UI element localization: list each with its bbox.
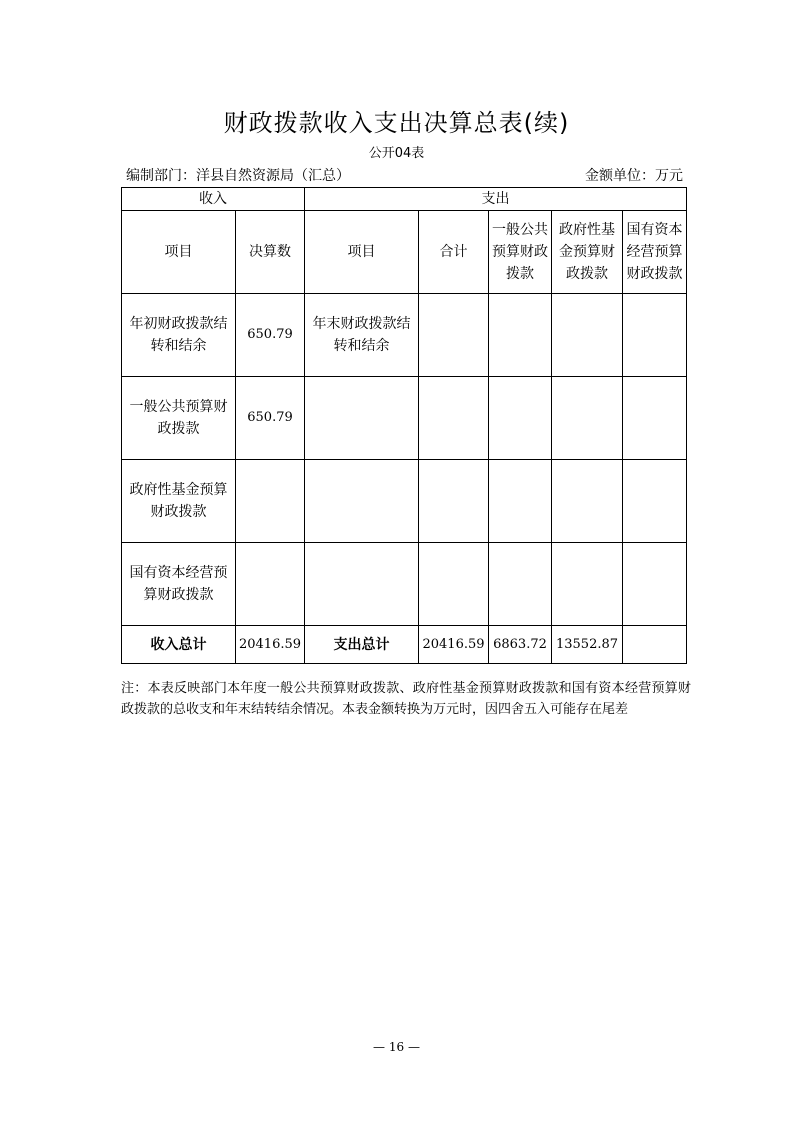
column-header-row: [122, 211, 687, 294]
table-row: [122, 543, 687, 626]
income-item-cell: 一般公共预算财政拨款: [122, 377, 236, 460]
income-value-cell: 650.79: [236, 377, 305, 460]
general-budget-cell: [489, 460, 552, 543]
total-cell: [419, 377, 489, 460]
state-capital-cell: [623, 377, 687, 460]
income-total-value: 20416.59: [236, 626, 305, 664]
table-row: [122, 377, 687, 460]
col-header-expense-item: 项目: [305, 211, 419, 294]
state-capital-cell: [623, 460, 687, 543]
income-total-label: 收入总计: [122, 626, 236, 664]
col-header-general-budget: 一般公共预算财政拨款: [489, 211, 552, 294]
income-value-cell: [236, 460, 305, 543]
footnote: 注：本表反映部门本年度一般公共预算财政拨款、政府性基金预算财政拨款和国有资本经营预算财政拨款的总收支和年末结转结余情况。本表金额转换为万元时，因四舍五入可能存在尾差: [121, 681, 691, 717]
budget-table: [121, 187, 687, 664]
table-row: [122, 294, 687, 377]
total-cell: [419, 460, 489, 543]
income-item-cell: 国有资本经营预算财政拨款: [122, 543, 236, 626]
form-code: 公开04表: [368, 146, 425, 161]
gov-fund-cell: [552, 543, 623, 626]
expense-item-cell: [305, 460, 419, 543]
group-income-header: 收入: [122, 188, 305, 211]
income-value-cell: 650.79: [236, 294, 305, 377]
gov-fund-total-value: 13552.87: [552, 626, 623, 664]
unit-label: 编制部门：洋县自然资源局（汇总）: [126, 168, 350, 184]
col-header-gov-fund: 政府性基金预算财政拨款: [552, 211, 623, 294]
gov-fund-cell: [552, 460, 623, 543]
general-budget-cell: [489, 377, 552, 460]
state-capital-cell: [623, 543, 687, 626]
col-header-state-capital: 国有资本经营预算财政拨款: [623, 211, 687, 294]
total-row: [122, 626, 687, 664]
col-header-income-item: 项目: [122, 211, 236, 294]
page-number: — 16 —: [373, 1040, 420, 1054]
page-title: 财政拨款收入支出决算总表(续): [223, 109, 570, 137]
col-header-total: 合计: [419, 211, 489, 294]
general-budget-cell: [489, 294, 552, 377]
expense-item-cell: 年末财政拨款结转和结余: [305, 294, 419, 377]
income-value-cell: [236, 543, 305, 626]
total-cell: [419, 294, 489, 377]
state-capital-total-value: [623, 626, 687, 664]
expense-total-label: 支出总计: [305, 626, 419, 664]
group-expense-header: 支出: [305, 188, 687, 211]
general-budget-total-value: 6863.72: [489, 626, 552, 664]
income-item-cell: 政府性基金预算财政拨款: [122, 460, 236, 543]
income-item-cell: 年初财政拨款结转和结余: [122, 294, 236, 377]
state-capital-cell: [623, 294, 687, 377]
col-header-final-amount: 决算数: [236, 211, 305, 294]
total-cell: [419, 543, 489, 626]
amount-unit-label: 金额单位：万元: [585, 168, 683, 184]
gov-fund-cell: [552, 294, 623, 377]
expense-total-value: 20416.59: [419, 626, 489, 664]
group-header-row: [122, 188, 687, 211]
general-budget-cell: [489, 543, 552, 626]
expense-item-cell: [305, 377, 419, 460]
expense-item-cell: [305, 543, 419, 626]
table-row: [122, 460, 687, 543]
gov-fund-cell: [552, 377, 623, 460]
